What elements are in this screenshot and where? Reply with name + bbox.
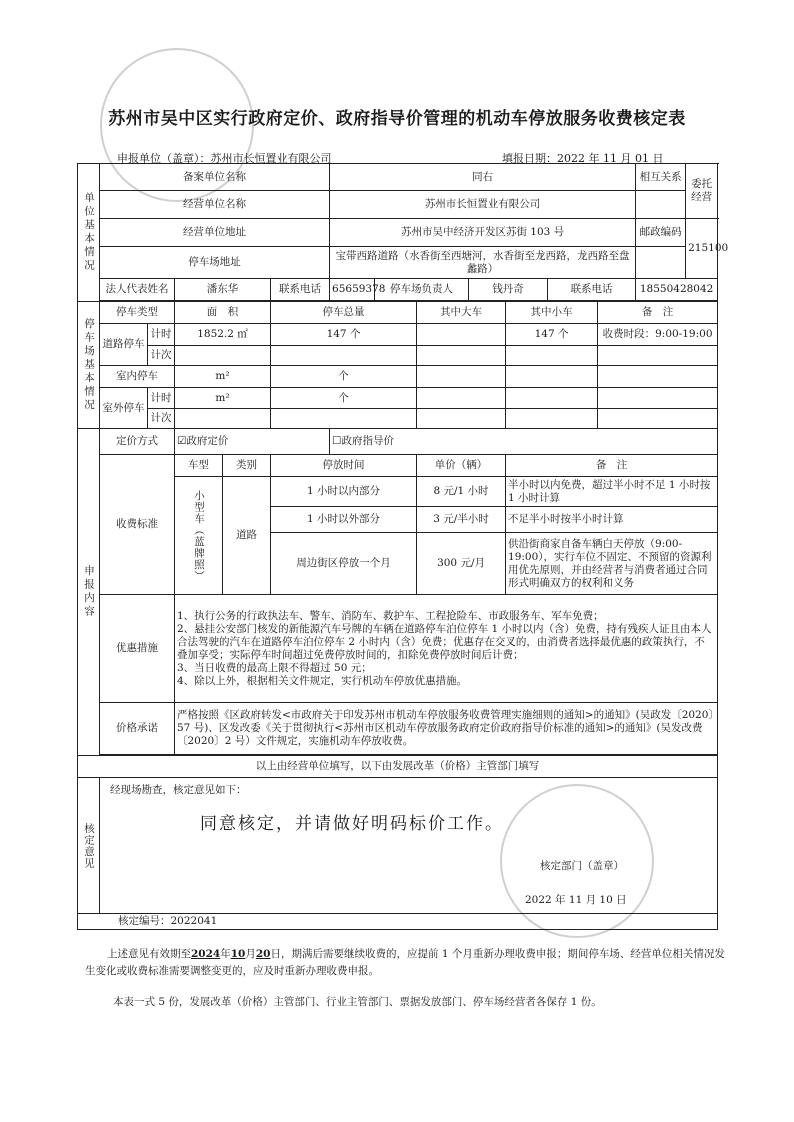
discount-item: 2、悬挂公安部门核发的新能源汽车号牌的车辆在道路停车泊位停车 1 小时以内（含）免费，持有残疾人证且由本人合法驾驶的汽车在道路停车泊位停车 2 小时内（含）免费；优惠存在交叉的，由消费者选择最优惠的政策执行，不叠加享受；实际停车时间超过免费停放时间的，扣除免费停放时间后计费； — [177, 622, 712, 661]
filing-unit-label: 备案单位名称 — [100, 164, 330, 191]
fee-row-2-remark: 供沿街商家自备车辆白天停放（9:00-19:00），实行车位不固定、不预留的资源利用优先原则，并由经营者与消费者通过合同形式明确双方的权利和义务 — [506, 533, 718, 595]
lot-manager-value: 钱丹奇 — [469, 279, 548, 301]
postcode-label: 邮政编码 — [636, 219, 686, 247]
lot-manager-label: 停车场负责人 — [375, 279, 469, 301]
road-small: 147 个 — [506, 324, 598, 346]
unit-section-label: 单位基本情况 — [78, 164, 100, 302]
filing-unit-value: 同右 — [330, 164, 636, 191]
address-label: 经营单位地址 — [100, 219, 330, 247]
divider-text: 以上由经营单位填写，以下由发展改革（价格）主管部门填写 — [78, 756, 718, 778]
legal-rep-label: 法人代表姓名 — [100, 279, 175, 301]
fee-row-0-time: 1 小时以内部分 — [271, 477, 417, 507]
applicant-unit: 申报单位（盖章）：苏州市长恒置业有限公司 — [117, 152, 332, 165]
operator-label: 经营单位名称 — [100, 191, 330, 219]
indoor-area-unit: m² — [175, 366, 271, 388]
h-vehicle: 车型 — [175, 455, 223, 477]
approval-dept: 核定部门（盖章） — [540, 860, 624, 872]
lot-address-label: 停车场地址 — [100, 247, 330, 279]
approval-opinion: 同意核定，并请做好明码标价工作。 — [200, 814, 504, 834]
fee-row-2-price: 300 元/月 — [417, 533, 506, 595]
fee-standard-label: 收费标准 — [100, 455, 175, 595]
fee-row-1-time: 1 小时以外部分 — [271, 507, 417, 533]
h-category: 类别 — [223, 455, 271, 477]
valid-day: 20 — [255, 948, 271, 960]
lot-address-value: 宝带西路道路（水香街至西塘河，水香街至龙西路，龙西路至盘蠡路） — [330, 247, 636, 279]
approval-intro: 经现场勘查，核定意见如下： — [110, 784, 247, 796]
relation-value: 委托经营 — [686, 164, 718, 219]
road-parking-label: 道路停车 — [100, 324, 148, 366]
address-value: 苏州市吴中经济开发区苏街 103 号 — [330, 219, 636, 247]
discount-label: 优惠措施 — [100, 595, 175, 703]
fee-row-2-time: 周边街区停放一个月 — [271, 533, 417, 595]
outdoor-count-unit: 个 — [271, 388, 417, 409]
phone-value: 65659378 — [330, 279, 375, 301]
phone2-value: 18550428042 — [636, 279, 718, 301]
lot-section-label: 停车场基本情况 — [78, 302, 100, 429]
legal-rep-value: 潘东华 — [175, 279, 271, 301]
apply-section-label: 申报内容 — [78, 429, 100, 756]
h-large: 其中大车 — [417, 302, 506, 324]
valid-year: 2024 — [191, 948, 221, 960]
postcode-value: 215100 — [686, 219, 718, 279]
form-title: 苏州市吴中区实行政府定价、政府指导价管理的机动车停放服务收费核定表 — [108, 109, 686, 129]
fee-row-1-price: 3 元/半小时 — [417, 507, 506, 533]
h-area: 面 积 — [175, 302, 271, 324]
discount-item: 1、执行公务的行政执法车、警车、消防车、救护车、工程抢险车、市政服务车、军车免费； — [177, 609, 604, 622]
validity-note — [85, 946, 725, 980]
h-price: 单价（辆） — [417, 455, 506, 477]
road-total: 147 个 — [271, 324, 417, 346]
outdoor-per-trip-label: 计次 — [148, 409, 175, 429]
approval-date: 2022 年 11 月 10 日 — [525, 894, 627, 906]
gov-guided-checkbox: ☐政府指导价 — [330, 429, 718, 455]
approval-label: 核定意见 — [78, 778, 100, 914]
h-small: 其中小车 — [506, 302, 598, 324]
valid-prefix: 上述意见有效期至 — [107, 948, 191, 960]
valid-d: 日 — [270, 948, 281, 960]
valid-suffix: ，期满后需要继续收费的，应提前 1 个月重新办理收费申报；期间停车场、经营单位相关情况发生变化或收费标准需要调整变更的，应及时重新办理收费申报。 — [85, 948, 725, 977]
outdoor-area-unit: m² — [175, 388, 271, 409]
road-remark: 收费时段：9:00-19:00 — [598, 324, 718, 346]
indoor-count-unit: 个 — [271, 366, 417, 388]
date-filled: 填报日期：2022 年 11 月 01 日 — [502, 152, 664, 165]
category-road: 道路 — [223, 477, 271, 595]
relation-label: 相互关系 — [636, 164, 686, 191]
valid-y: 年 — [220, 948, 231, 960]
outdoor-label: 室外停车 — [100, 388, 148, 429]
h-time: 停放时间 — [271, 455, 417, 477]
fee-row-1-remark: 不足半小时按半小时计算 — [506, 507, 718, 533]
h-parking-type: 停车类型 — [100, 302, 175, 324]
fee-row-0-remark: 半小时以内免费，超过半小时不足 1 小时按 1 小时计算 — [506, 477, 718, 507]
approval-number: 核定编号：2022041 — [78, 914, 718, 930]
valid-m: 月 — [245, 948, 256, 960]
discount-list — [175, 595, 718, 703]
operator-value: 苏州市长恒置业有限公司 — [330, 191, 636, 219]
discount-item: 3、当日收费的最高上限不得超过 50 元； — [177, 661, 372, 674]
metered-label: 计时 — [148, 324, 175, 346]
footer-note: 本表一式 5 份，发展改革（价格）主管部门、行业主管部门、票据发放部门、停车场经营者各保存 1 份。 — [113, 996, 602, 1008]
fee-approval-form — [77, 163, 729, 930]
per-trip-label: 计次 — [148, 346, 175, 366]
h-fee-remark: 备 注 — [506, 455, 718, 477]
commit-text: 严格按照《区政府转发<市政府关于印发苏州市机动车停放服务收费管理实施细则的通知>的通知》(吴政发〔2020〕57 号)、区发改委《关于贯彻执行<苏州市区机动车停放服务政府定价政府指导价标准的通知>的通知》(吴发改费〔2020〕2 号）文件规定，实施机动车停放收费。 — [175, 703, 718, 755]
phone-label: 联系电话 — [271, 279, 330, 301]
h-total: 停车总量 — [271, 302, 417, 324]
discount-item: 4、除以上外，根据相关文件规定，实行机动车停放优惠措施。 — [177, 674, 468, 687]
outdoor-metered-label: 计时 — [148, 388, 175, 409]
gov-fixed-checkbox: ☑政府定价 — [175, 429, 330, 455]
road-area: 1852.2 ㎡ — [175, 324, 271, 346]
valid-month: 10 — [230, 948, 246, 960]
h-remark: 备 注 — [598, 302, 718, 324]
fee-row-0-price: 8 元/1 小时 — [417, 477, 506, 507]
phone2-label: 联系电话 — [548, 279, 636, 301]
commit-label: 价格承诺 — [100, 703, 175, 755]
vehicle-type: 小型车（蓝牌照） — [175, 477, 223, 595]
pricing-mode-label: 定价方式 — [100, 429, 175, 455]
indoor-label: 室内停车 — [100, 366, 175, 388]
